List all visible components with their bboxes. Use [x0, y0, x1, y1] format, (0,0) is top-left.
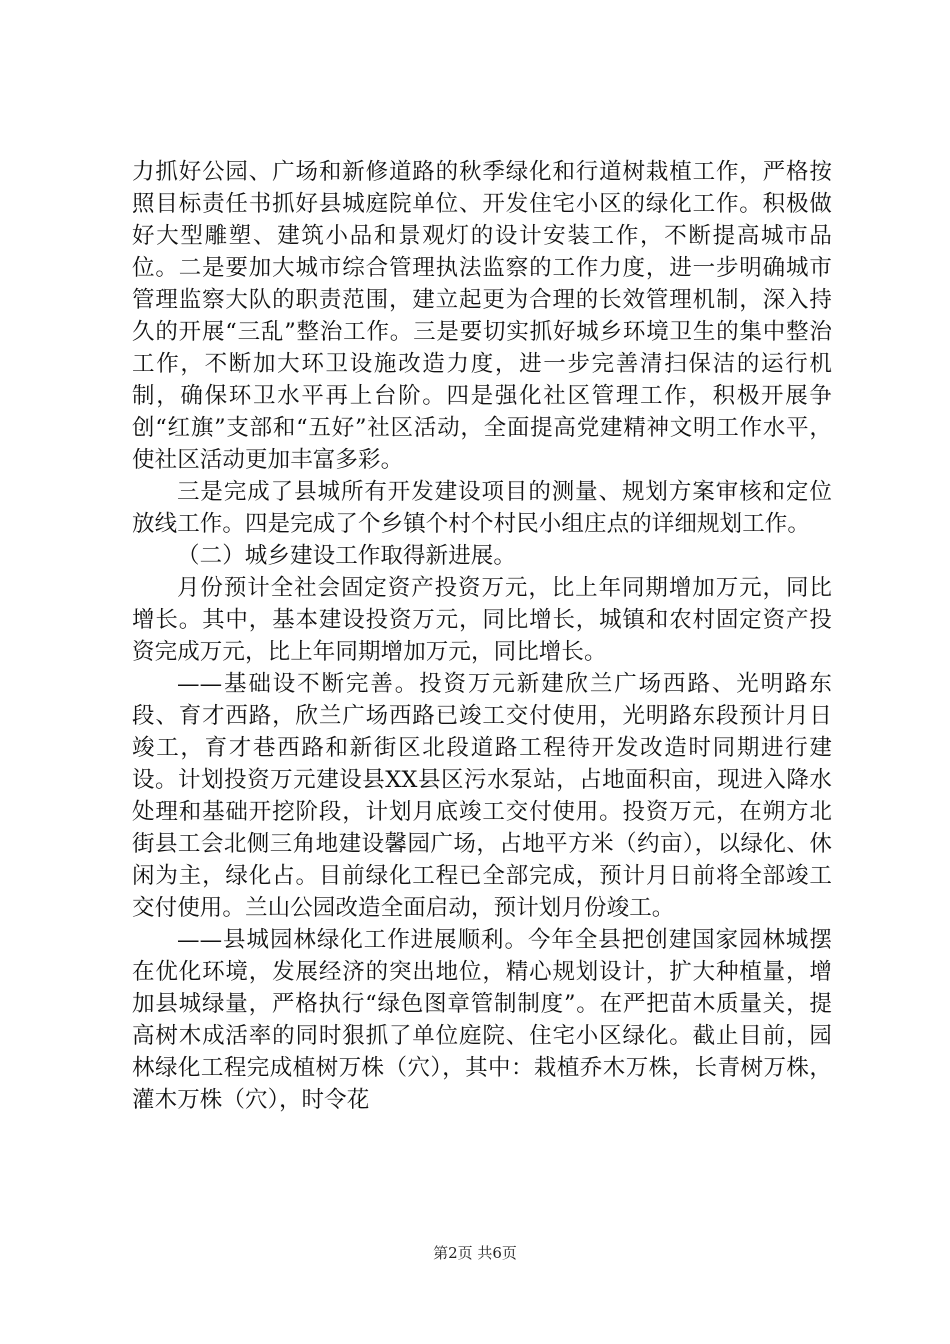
paragraph-fixed-asset-investment: 月份预计全社会固定资产投资万元，比上年同期增加万元，同比增长。其中，基本建设投资万元，同比增长，城镇和农村固定资产投资完成万元，比上年同期增加万元，同比增长。 — [132, 575, 832, 665]
section-heading-urban-rural-construction: （二）城乡建设工作取得新进展。 — [177, 543, 517, 569]
paragraph-infrastructure: ——基础设不断完善。投资万元新建欣兰广场西路、光明路东段、育才西路，欣兰广场西路已竣工交付使用，光明路东段预计月日竣工，育才巷西路和新街区北段道路工程待开发改造时同期进行建设。计划投资万元建设县XX县区污水泵站，占地面积亩，现进入降水处理和基础开挖阶段，计划月底竣工交付使用。投资万元，在朔方北街县工会北侧三角地建设馨园广场，占地平方米（约亩），以绿化、休闲为主，绿化占。目前绿化工程已全部完成，预计月日前将全部竣工交付使用。兰山公园改造全面启动，预计划月份竣工。 — [132, 671, 832, 921]
paragraph-greening: ——县城园林绿化工作进展顺利。今年全县把创建国家园林城摆在优化环境，发展经济的突出地位，精心规划设计，扩大种植量，增加县城绿量，严格执行“绿色图章管制制度”。在严把苗木质量关，提高树木成活率的同时狠抓了单位庭院、住宅小区绿化。截止目前，园林绿化工程完成植树万株（穴），其中：栽植乔木万株，长青树万株，灌木万株（穴），时令花 — [132, 927, 832, 1113]
page-number-footer: 第2页 共6页 — [433, 1244, 517, 1262]
paragraph-planning-work: 三是完成了县城所有开发建设项目的测量、规划方案审核和定位放线工作。四是完成了个乡镇个村个村民小组庄点的详细规划工作。 — [132, 479, 832, 537]
paragraph-continuation: 力抓好公园、广场和新修道路的秋季绿化和行道树栽植工作，严格按照目标责任书抓好县城庭院单位、开发住宅小区的绿化工作。积极做好大型雕塑、建筑小品和景观灯的设计安装工作，不断提高城市品位。二是要加大城市综合管理执法监察的工作力度，进一步明确城市管理监察大队的职责范围，建立起更为合理的长效管理机制，深入持久的开展“三乱”整治工作。三是要切实抓好城乡环境卫生的集中整治工作，不断加大环卫设施改造力度，进一步完善清扫保洁的运行机制，确保环卫水平再上台阶。四是强化社区管理工作，积极开展争创“红旗”支部和“五好”社区活动，全面提高党建精神文明工作水平，使社区活动更加丰富多彩。 — [132, 159, 832, 473]
document-body — [132, 156, 832, 1116]
